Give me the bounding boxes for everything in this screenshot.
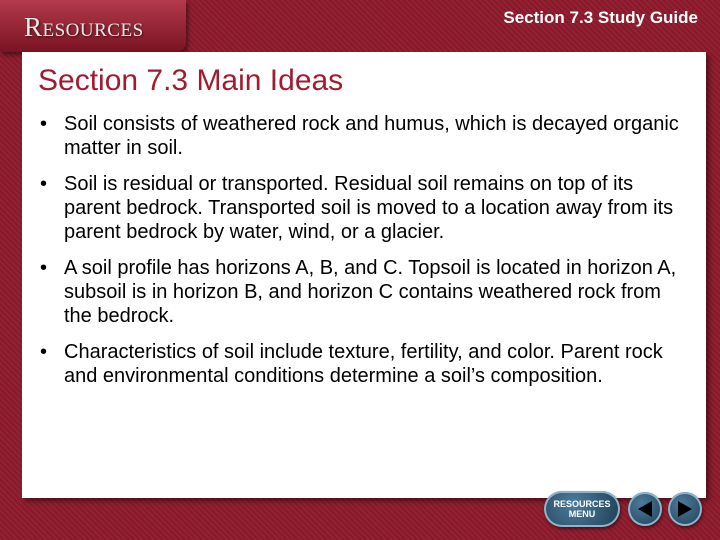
resources-tab[interactable] (0, 0, 186, 52)
previous-button[interactable] (628, 492, 662, 526)
menu-button-line2: MENU (568, 509, 596, 519)
menu-button-line1: RESOURCES (553, 499, 611, 509)
bullet-symbol: • (40, 173, 48, 195)
bullet-symbol: • (40, 341, 48, 363)
content-card (22, 52, 706, 498)
triangle-right-icon (675, 499, 695, 519)
resources-menu-button[interactable] (544, 491, 620, 527)
main-ideas-list (40, 112, 690, 400)
bullet-text: Characteristics of soil include texture, fertility, and color. Parent rock and environmental conditions determine a soil’s composition. (64, 341, 663, 387)
bullet-text: Soil consists of weathered rock and humus, which is decayed organic matter in soil. (64, 113, 679, 159)
section-title: Section 7.3 Study Guide (503, 8, 698, 27)
next-button[interactable] (668, 492, 702, 526)
triangle-left-icon (635, 499, 655, 519)
page-heading: Section 7.3 Main Ideas (38, 64, 344, 97)
list-item (40, 172, 690, 244)
list-item (40, 340, 690, 388)
bullet-symbol: • (40, 257, 48, 279)
list-item (40, 256, 690, 328)
list-item (40, 112, 690, 160)
bullet-symbol: • (40, 113, 48, 135)
resources-label: Resources (24, 12, 144, 42)
bullet-text: A soil profile has horizons A, B, and C. Topsoil is located in horizon A, subsoil is in horizon B, and horizon C contains weathered rock from the bedrock. (64, 257, 677, 327)
bullet-text: Soil is residual or transported. Residual soil remains on top of its parent bedrock. Transported soil is moved to a location away from its parent bedrock by water, wind, or a glacier. (64, 173, 674, 243)
